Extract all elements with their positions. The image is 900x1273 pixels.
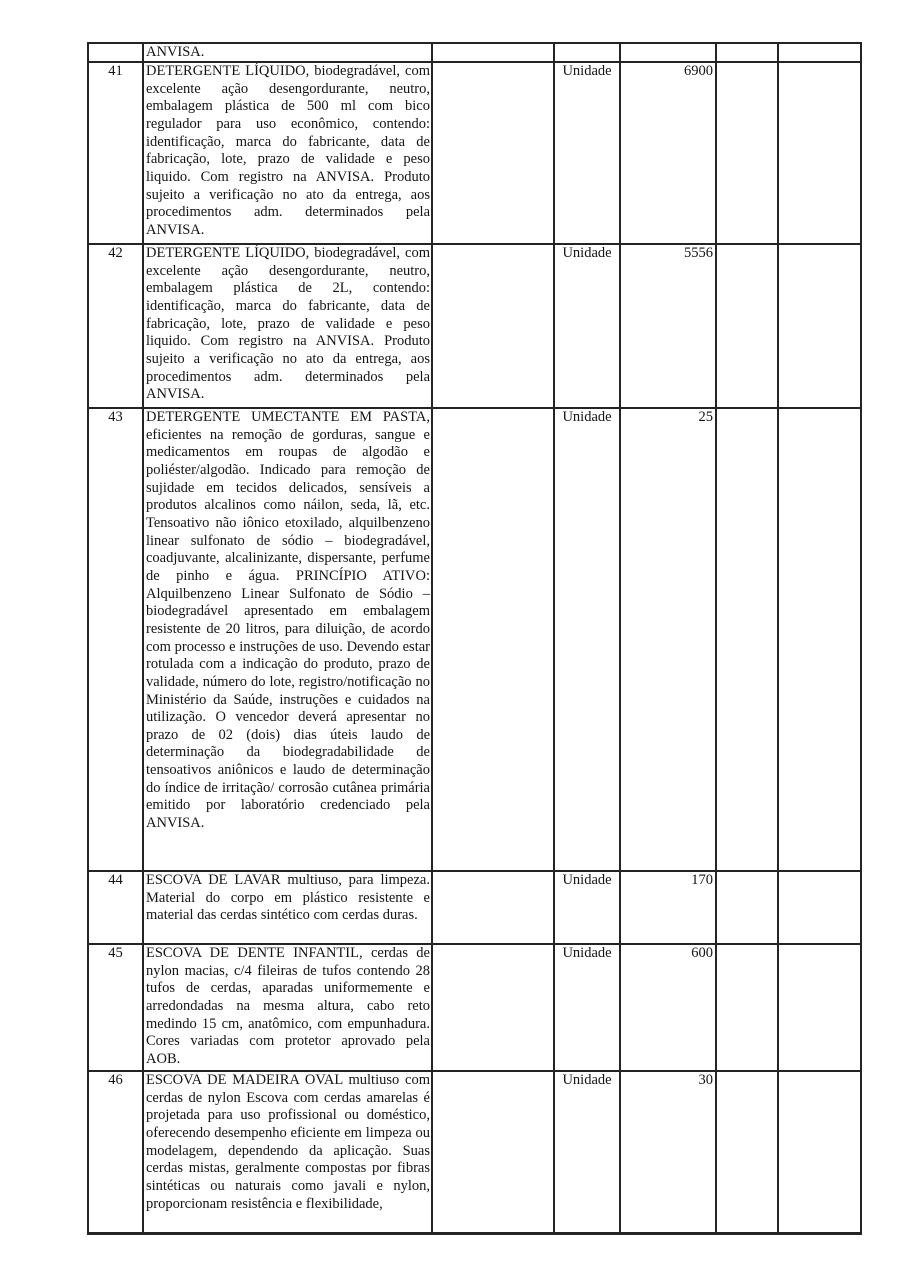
description-text: DETERGENTE LÍQUIDO, biodegradável, com excelente ação desengordurante, neutro, embalagem plástica de 500 ml com bico regulador para uso econômico, contendo: identificação, marca do fabricante, data de fabricação, lote, prazo de validade e peso liquido. Com registro na ANVISA. Produto sujeito a verificação no ato da entrega, aos procedimentos adm. determinados pela ANVISA. bbox=[146, 63, 430, 238]
table-row bbox=[88, 408, 861, 871]
blank-cell bbox=[716, 944, 778, 1071]
item-number-cell: 43 bbox=[88, 408, 143, 871]
table-row bbox=[88, 43, 861, 62]
blank-cell bbox=[432, 944, 554, 1071]
unit-cell: Unidade bbox=[554, 62, 620, 244]
quantity-cell bbox=[620, 871, 716, 944]
description-cell bbox=[143, 1071, 432, 1234]
blank-cell bbox=[778, 43, 861, 62]
blank-cell bbox=[432, 408, 554, 871]
table-row bbox=[88, 944, 861, 1071]
unit-cell: Unidade bbox=[554, 944, 620, 1071]
item-number-cell: 42 bbox=[88, 244, 143, 408]
quantity-cell bbox=[620, 43, 716, 62]
unit-cell: Unidade bbox=[554, 871, 620, 944]
description-cell bbox=[143, 244, 432, 408]
blank-cell bbox=[432, 43, 554, 62]
description-cell bbox=[143, 43, 432, 62]
quantity-value: 30 bbox=[698, 1072, 713, 1088]
quantity-value: 5556 bbox=[684, 245, 713, 261]
blank-cell bbox=[778, 408, 861, 871]
quantity-cell bbox=[620, 1071, 716, 1234]
blank-cell bbox=[778, 62, 861, 244]
quantity-value: 170 bbox=[691, 872, 713, 888]
quantity-value: 600 bbox=[691, 945, 713, 961]
quantity-value: 25 bbox=[698, 409, 713, 425]
description-cell bbox=[143, 944, 432, 1071]
quantity-cell bbox=[620, 244, 716, 408]
unit-cell: Unidade bbox=[554, 244, 620, 408]
description-text: ESCOVA DE MADEIRA OVAL multiuso com cerdas de nylon Escova com cerdas amarelas é projetada para uso profissional ou doméstico, oferecendo desempenho eficiente em limpeza ou modelagem, dependendo da aplicação. Suas cerdas mistas, geralmente compostas por fibras sintéticas ou naturais como javali e nylon, proporcionam resistência e flexibilidade, bbox=[146, 1072, 430, 1212]
description-text: DETERGENTE UMECTANTE EM PASTA, eficientes na remoção de gorduras, sangue e medicamentos em roupas de algodão e poliéster/algodão. Indicado para remoção de sujidade em tecidos delicados, sensíveis a produtos alcalinos como náilon, seda, lã, etc. Tensoativo não iônico etoxilado, alquilbenzeno linear sulfonato de sódio – biodegradável, coadjuvante, alcalinizante, dispersante, perfume de pinho e água. PRINCÍPIO ATIVO: Alquilbenzeno Linear Sulfonato de Sódio – biodegradável apresentado em embalagem resistente de 20 litros, para diluição, de acordo com processo e instruções de uso. Devendo estar rotulada com a indicação do produto, prazo de validade, número do lote, registro/notificação no Ministério da Saúde, instruções e cuidados na utilização. O vencedor deverá apresentar no prazo de 02 (dois) dias úteis laudo de determinação da biodegradabilidade de tensoativos aniônicos e laudo de determinação do índice de irritação/ corrosão cutânea primária emitido por laboratório credenciado pela ANVISA. bbox=[146, 409, 430, 832]
blank-cell bbox=[716, 871, 778, 944]
quantity-cell bbox=[620, 944, 716, 1071]
blank-cell bbox=[778, 871, 861, 944]
unit-cell bbox=[554, 43, 620, 62]
description-text: DETERGENTE LÍQUIDO, biodegradável, com excelente ação desengordurante, neutro, embalagem plástica de 2L, contendo: identificação, marca do fabricante, data de fabricação, lote, prazo de validade e peso liquido. Com registro na ANVISA. Produto sujeito a verificação no ato da entrega, aos procedimentos adm. determinados pela ANVISA. bbox=[146, 245, 430, 403]
blank-cell bbox=[432, 62, 554, 244]
description-text: ESCOVA DE LAVAR multiuso, para limpeza. Material do corpo em plástico resistente e material das cerdas sintético com cerdas duras. bbox=[146, 872, 430, 924]
quantity-value: 6900 bbox=[684, 63, 713, 79]
item-number-cell: 45 bbox=[88, 944, 143, 1071]
table-row bbox=[88, 244, 861, 408]
blank-cell bbox=[716, 408, 778, 871]
blank-cell bbox=[432, 871, 554, 944]
description-text: ANVISA. bbox=[146, 44, 205, 60]
table-row bbox=[88, 62, 861, 244]
blank-cell bbox=[716, 1071, 778, 1234]
item-number-cell: 46 bbox=[88, 1071, 143, 1234]
unit-cell: Unidade bbox=[554, 1071, 620, 1234]
description-cell bbox=[143, 871, 432, 944]
blank-cell bbox=[432, 1071, 554, 1234]
blank-cell bbox=[432, 244, 554, 408]
quantity-cell bbox=[620, 62, 716, 244]
unit-cell: Unidade bbox=[554, 408, 620, 871]
description-cell bbox=[143, 408, 432, 871]
quantity-cell bbox=[620, 408, 716, 871]
table-row bbox=[88, 871, 861, 944]
table-row bbox=[88, 1071, 861, 1234]
blank-cell bbox=[778, 944, 861, 1071]
item-number-cell bbox=[88, 43, 143, 62]
description-text: ESCOVA DE DENTE INFANTIL, cerdas de nylon macias, c/4 fileiras de tufos contendo 28 tufos de cerdas, aparadas uniformemente e arredondadas na mesma altura, cabo reto medindo 15 cm, anatômico, com empunhadura. Cores variadas com protetor aprovado pela AOB. bbox=[146, 945, 430, 1067]
blank-cell bbox=[778, 244, 861, 408]
blank-cell bbox=[778, 1071, 861, 1234]
blank-cell bbox=[716, 244, 778, 408]
description-cell bbox=[143, 62, 432, 244]
items-table bbox=[87, 42, 862, 1235]
item-number-cell: 41 bbox=[88, 62, 143, 244]
item-number-cell: 44 bbox=[88, 871, 143, 944]
blank-cell bbox=[716, 43, 778, 62]
blank-cell bbox=[716, 62, 778, 244]
